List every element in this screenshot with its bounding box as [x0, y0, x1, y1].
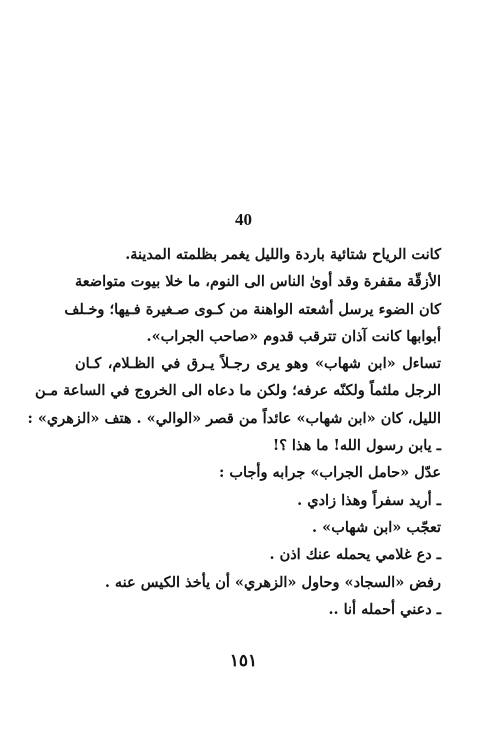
text-line: تعجّب «ابن شهاب» .: [312, 518, 441, 536]
text-line: الأزقّة مقفرة وقد أوىٰ الناس الى النوم، ما خلا بيوت متواضعة: [75, 273, 441, 291]
page-number: ١٥١: [229, 651, 258, 671]
chapter-number: 40: [235, 210, 252, 229]
text-line: ـ يابن رسول الله! ما هذا ؟!: [272, 437, 441, 455]
text-line: ـ دع غلامي يحمله عنك اذن .: [269, 546, 441, 564]
text-line: كان الضوء يرسل أشعته الواهنة من كـوى صـغيرة فـيها؛ وخـلف: [64, 300, 441, 318]
text-line: ـ أريد سفراً وهذا زادي .: [297, 491, 441, 509]
text-line: الليل، كان «ابن شهاب» عائداً من قصر «الوالي» . هتف «الزهري» :: [27, 409, 441, 427]
text-line: ـ دعني أحمله أنا ..: [328, 600, 441, 618]
text-line: رفض «السجاد» وحاول «الزهري» أن يأخذ الكيس عنه .: [104, 573, 441, 591]
body-text: [27, 241, 441, 623]
text-line: تساءل «ابن شهاب» وهو يرى رجـلاً يـرق في الظـلام، كـان: [75, 355, 441, 373]
text-line: عدّل «حامل الجراب» جرابه وأجاب :: [219, 464, 441, 482]
text-line: الرجل ملثماً ولكنّه عرفه؛ ولكن ما دعاه الى الخروج في الساعة مـن: [35, 382, 441, 400]
text-line: كانت الرياح شتائية باردة والليل يغمر بظلمته المدينة.: [125, 246, 441, 263]
text-line: أبوابها كانت آذان تترقب قدوم «صاحب الجراب».: [146, 327, 441, 345]
